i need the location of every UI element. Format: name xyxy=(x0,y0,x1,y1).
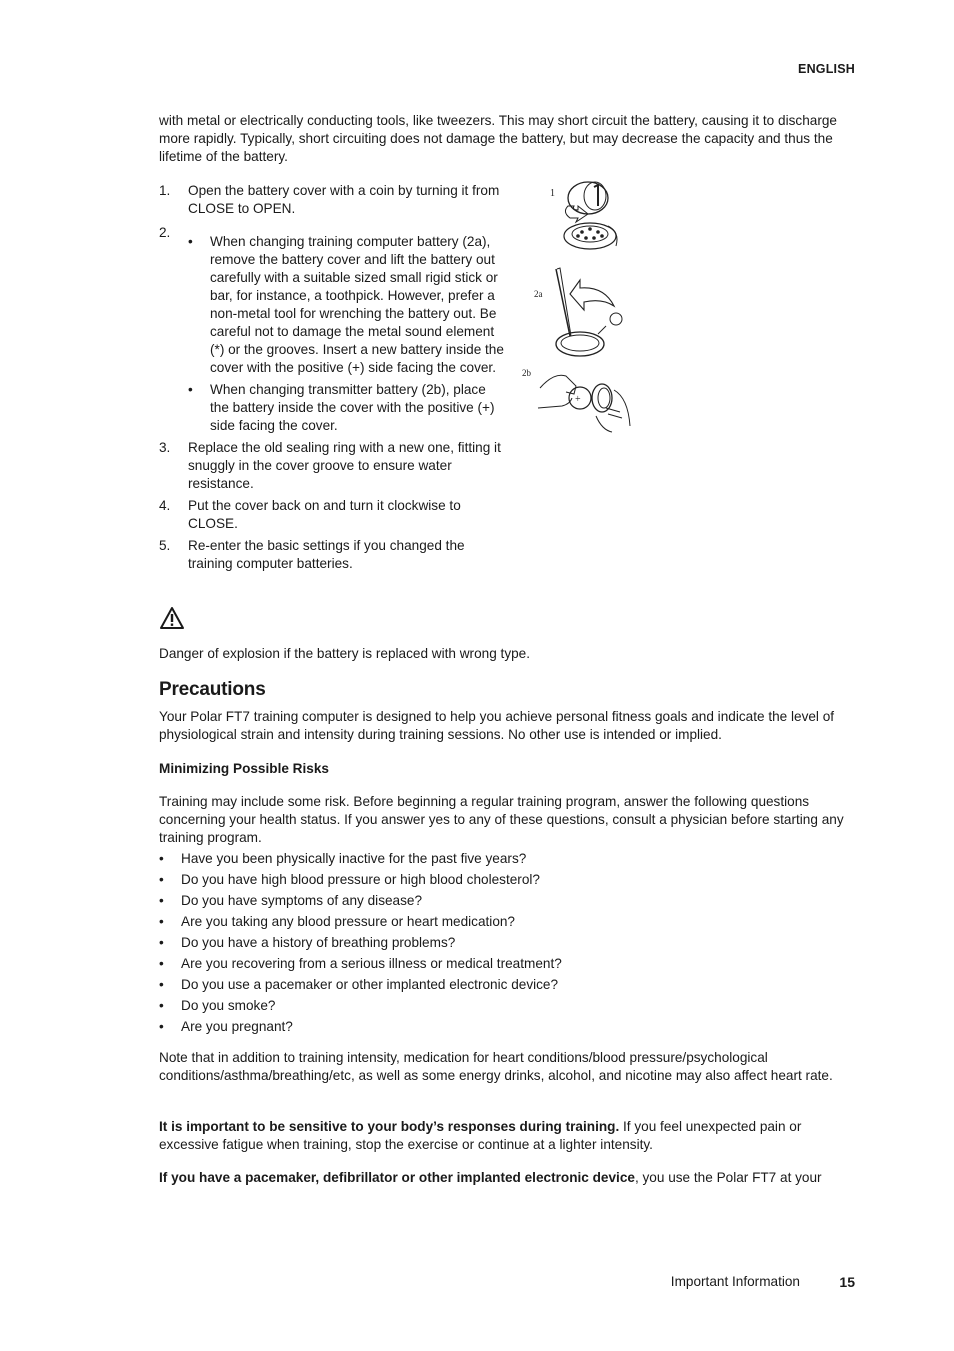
plus-sign: + xyxy=(575,394,581,405)
warning-triangle-icon xyxy=(159,606,185,630)
subsection-title: Minimizing Possible Risks xyxy=(159,761,329,776)
bullet-text: When changing transmitter battery (2b), place the battery inside the cover with the positive (+) side facing the cover. xyxy=(210,382,495,433)
step-text: Re-enter the basic settings if you changed the training computer batteries. xyxy=(188,538,465,571)
step-text: Put the cover back on and turn it clockwise to CLOSE. xyxy=(188,498,461,531)
bullet-dot: • xyxy=(159,893,164,908)
list-item xyxy=(159,850,849,871)
health-question-list xyxy=(159,850,849,1039)
list-item xyxy=(159,934,849,955)
step-text: Replace the old sealing ring with a new one, fitting it snuggly in the cover groove to ensure water resistance. xyxy=(188,440,501,491)
bullet-text: When changing training computer battery (2a), remove the battery cover and lift the battery out carefully with a suitable sized small rigid stick or bar, for instance, a toothpick. However, prefer a non-metal tool for wrenching the battery out. Be careful not to damage the metal sound element (*) or the grooves. Insert a new battery inside the cover with the positive (+) side facing the cover. xyxy=(210,234,504,375)
pacemaker-text: , you use the Polar FT7 at your xyxy=(634,1170,822,1185)
header-language: ENGLISH xyxy=(798,62,855,76)
list-item xyxy=(159,871,849,892)
question-text: Do you have high blood pressure or high blood cholesterol? xyxy=(181,872,540,887)
question-text: Are you recovering from a serious illness or medical treatment? xyxy=(181,956,562,971)
list-item xyxy=(159,913,849,934)
pacemaker-emphasis: If you have a pacemaker, defibrillator or other implanted electronic device xyxy=(159,1170,635,1185)
step-4 xyxy=(159,497,504,533)
question-text: Do you smoke? xyxy=(181,998,276,1013)
pacemaker-paragraph xyxy=(159,1169,859,1187)
bullet-dot: • xyxy=(159,914,164,929)
precautions-intro: Your Polar FT7 training computer is designed to help you achieve personal fitness goals and indicate the level of physiological strain and intensity during training sessions. No other use is intended or implied. xyxy=(159,709,835,742)
bullet-item xyxy=(188,381,504,435)
figure-label-2b: 2b xyxy=(522,368,531,378)
bullet-dot: • xyxy=(159,1019,164,1034)
question-text: Do you have symptoms of any disease? xyxy=(181,893,423,908)
sensitivity-text: If you feel unexpected pain or excessive fatigue when training, stop the exercise or continue at a lighter intensity. xyxy=(159,1119,802,1152)
sensitivity-emphasis: It is important to be sensitive to your body’s responses during training. xyxy=(159,1119,620,1134)
figure-label-2a: 2a xyxy=(534,289,543,299)
question-text: Are you pregnant? xyxy=(181,1019,293,1034)
bullet-dot: • xyxy=(159,956,164,971)
battery-steps xyxy=(159,182,504,577)
battery-replacement-illustration xyxy=(518,176,638,438)
bullet-dot: • xyxy=(188,234,193,249)
medication-note: Note that in addition to training intensity, medication for heart conditions/blood pressure/psychological conditions/asthma/breathing/etc, as well as some energy drinks, alcohol, and nicotine may also affect heart rate. xyxy=(159,1050,833,1083)
step-2 xyxy=(159,224,504,435)
step-number: 5. xyxy=(159,538,171,553)
question-text: Are you taking any blood pressure or heart medication? xyxy=(181,914,515,929)
figure-label-1: 1 xyxy=(550,188,555,199)
bullet-item xyxy=(188,233,504,377)
bullet-dot: • xyxy=(159,998,164,1013)
sensitivity-paragraph xyxy=(159,1118,849,1154)
question-text: Have you been physically inactive for the past five years? xyxy=(181,851,527,866)
list-item xyxy=(159,955,849,976)
bullet-dot: • xyxy=(159,872,164,887)
warning-text: Danger of explosion if the battery is replaced with wrong type. xyxy=(159,646,531,661)
intro-paragraph: with metal or electrically conducting tools, like tweezers. This may short circuit the battery, causing it to discharge more rapidly. Typically, short circuiting does not damage the battery, but may decrease the capacity and thus the lifetime of the battery. xyxy=(159,113,837,164)
step-number: 4. xyxy=(159,498,171,513)
bullet-dot: • xyxy=(159,977,164,992)
section-title: Precautions xyxy=(159,679,266,700)
step-number: 2. xyxy=(159,225,171,240)
bullet-dot: • xyxy=(188,382,193,397)
step-3 xyxy=(159,439,504,493)
footer-section-name: Important Information xyxy=(670,1274,800,1289)
toothpick-removal-icon xyxy=(556,268,622,356)
step-1 xyxy=(159,182,504,218)
step-number: 3. xyxy=(159,440,171,455)
coin-turning-icon xyxy=(564,182,617,249)
step-5 xyxy=(159,537,504,573)
question-text: Do you use a pacemaker or other implanted electronic device? xyxy=(181,977,559,992)
list-item xyxy=(159,892,849,913)
battery-insertion-icon xyxy=(538,375,630,432)
list-item xyxy=(159,997,849,1018)
list-item xyxy=(159,976,849,997)
list-item xyxy=(159,1018,849,1039)
bullet-dot: • xyxy=(159,935,164,950)
page-number: 15 xyxy=(839,1274,855,1290)
bullet-dot: • xyxy=(159,851,164,866)
question-text: Do you have a history of breathing problems? xyxy=(181,935,456,950)
step-number: 1. xyxy=(159,183,171,198)
risks-intro: Training may include some risk. Before beginning a regular training program, answer the following questions concerning your health status. If you answer yes to any of these questions, consult a physician before starting any training program. xyxy=(159,794,844,845)
step-text: Open the battery cover with a coin by turning it from CLOSE to OPEN. xyxy=(188,183,500,216)
